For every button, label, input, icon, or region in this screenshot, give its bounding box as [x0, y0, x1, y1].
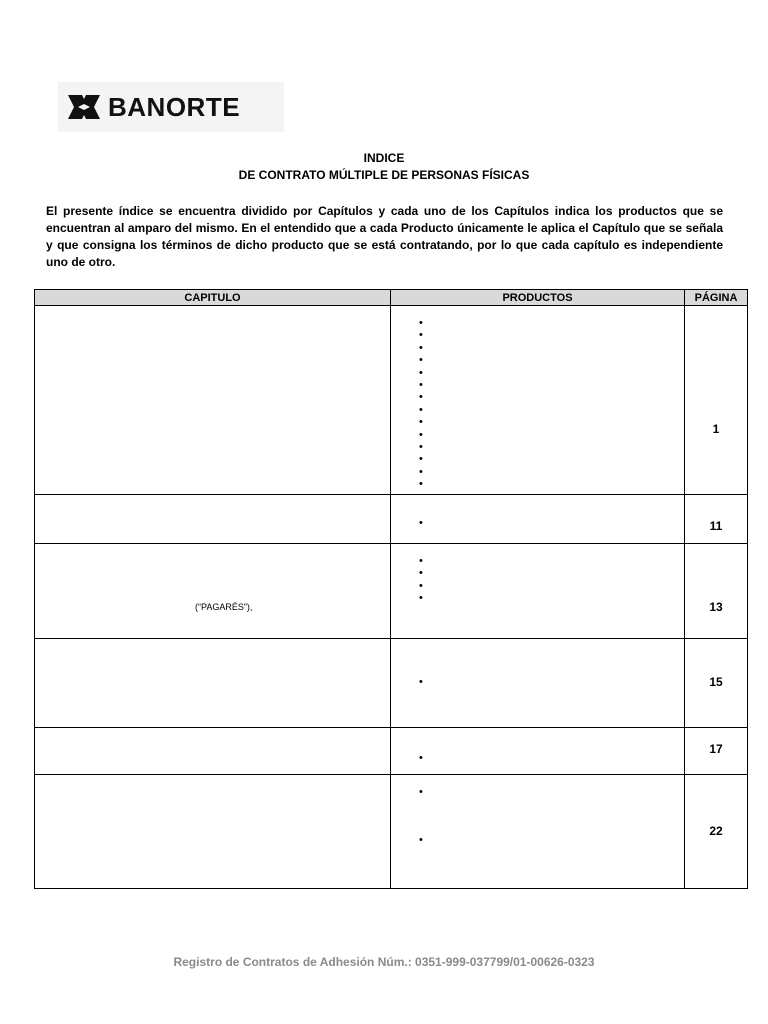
registration-footer: Registro de Contratos de Adhesión Núm.: 0351-999-037799/01-00626-0323: [173, 955, 595, 969]
pagina-cell: [685, 306, 748, 495]
page-title: INDICE: [363, 151, 405, 165]
banorte-logo-icon: [64, 91, 104, 123]
table-row: [35, 544, 748, 639]
pagina-cell: [685, 544, 748, 639]
bullet-list: [391, 639, 684, 688]
pagina-cell: [685, 775, 748, 889]
page-number: 11: [709, 519, 723, 533]
pagina-cell: [685, 728, 748, 775]
bullet-point: •: [419, 341, 423, 354]
header-pagina: PÁGINA: [685, 290, 748, 306]
capitulo-note: (“PAGARÉS”),: [195, 602, 253, 612]
bullet-list: [391, 775, 684, 847]
capitulo-cell: [35, 495, 391, 544]
bullet-point: •: [419, 478, 423, 491]
index-table: [34, 289, 748, 889]
productos-cell: [391, 495, 685, 544]
productos-cell: [391, 639, 685, 728]
table-row: [35, 775, 748, 889]
capitulo-cell: [35, 544, 391, 639]
productos-cell: [391, 544, 685, 639]
bullet-point: •: [419, 354, 423, 367]
table-header-row: [35, 290, 748, 306]
page-number: 22: [709, 824, 723, 838]
bullet-point: •: [419, 517, 423, 529]
intro-paragraph: El presente índice se encuentra dividido por Capítulos y cada uno de los Capítulos indica los productos que se encuentran al amparo del mismo. En el entendido que a cada Producto únicamente le aplica el Capítulo que se señala y que consigna los términos de dicho producto que se está contratando, por lo que cada capítulo es independiente uno de otro.: [46, 204, 723, 269]
page-subtitle: DE CONTRATO MÚLTIPLE DE PERSONAS FÍSICAS: [238, 168, 530, 182]
bullet-list: [391, 495, 684, 529]
bullet-point: •: [419, 592, 423, 605]
capitulo-cell: [35, 306, 391, 495]
bullet-point: •: [419, 416, 423, 429]
bullet-point: •: [419, 453, 423, 466]
bullet-list: [391, 544, 684, 605]
bullet-point: •: [419, 676, 423, 688]
page-number: 1: [712, 422, 720, 436]
header-productos: PRODUCTOS: [391, 290, 685, 306]
bullet-point: •: [419, 391, 423, 404]
productos-cell: [391, 775, 685, 889]
bullet-point: •: [419, 786, 423, 798]
bullet-point: •: [419, 378, 423, 391]
bullet-point: •: [419, 428, 423, 441]
bullet-point: •: [419, 329, 423, 342]
bullet-point: •: [419, 834, 423, 847]
bullet-point: •: [419, 555, 423, 567]
capitulo-cell: [35, 639, 391, 728]
pagina-cell: [685, 639, 748, 728]
page-number: 17: [709, 742, 723, 756]
header-capitulo: CAPITULO: [35, 290, 391, 306]
table-row: [35, 728, 748, 775]
banorte-logo: [58, 82, 284, 132]
table-row: [35, 306, 748, 495]
bullet-list: [391, 728, 684, 764]
bullet-point: •: [419, 579, 423, 592]
bullet-list: [391, 306, 684, 490]
bullet-point: •: [419, 317, 423, 329]
capitulo-cell: [35, 728, 391, 775]
table-row: [35, 639, 748, 728]
table-row: [35, 495, 748, 544]
page-number: 15: [709, 675, 723, 689]
capitulo-cell: [35, 775, 391, 889]
productos-cell: [391, 306, 685, 495]
bullet-point: •: [419, 440, 423, 453]
logo-text: BANORTE: [108, 91, 241, 122]
productos-cell: [391, 728, 685, 775]
bullet-point: •: [419, 567, 423, 580]
bullet-point: •: [419, 465, 423, 478]
bullet-point: •: [419, 403, 423, 416]
page-number: 13: [709, 600, 723, 614]
bullet-point: •: [419, 366, 423, 379]
bullet-point: •: [419, 752, 423, 764]
pagina-cell: [685, 495, 748, 544]
